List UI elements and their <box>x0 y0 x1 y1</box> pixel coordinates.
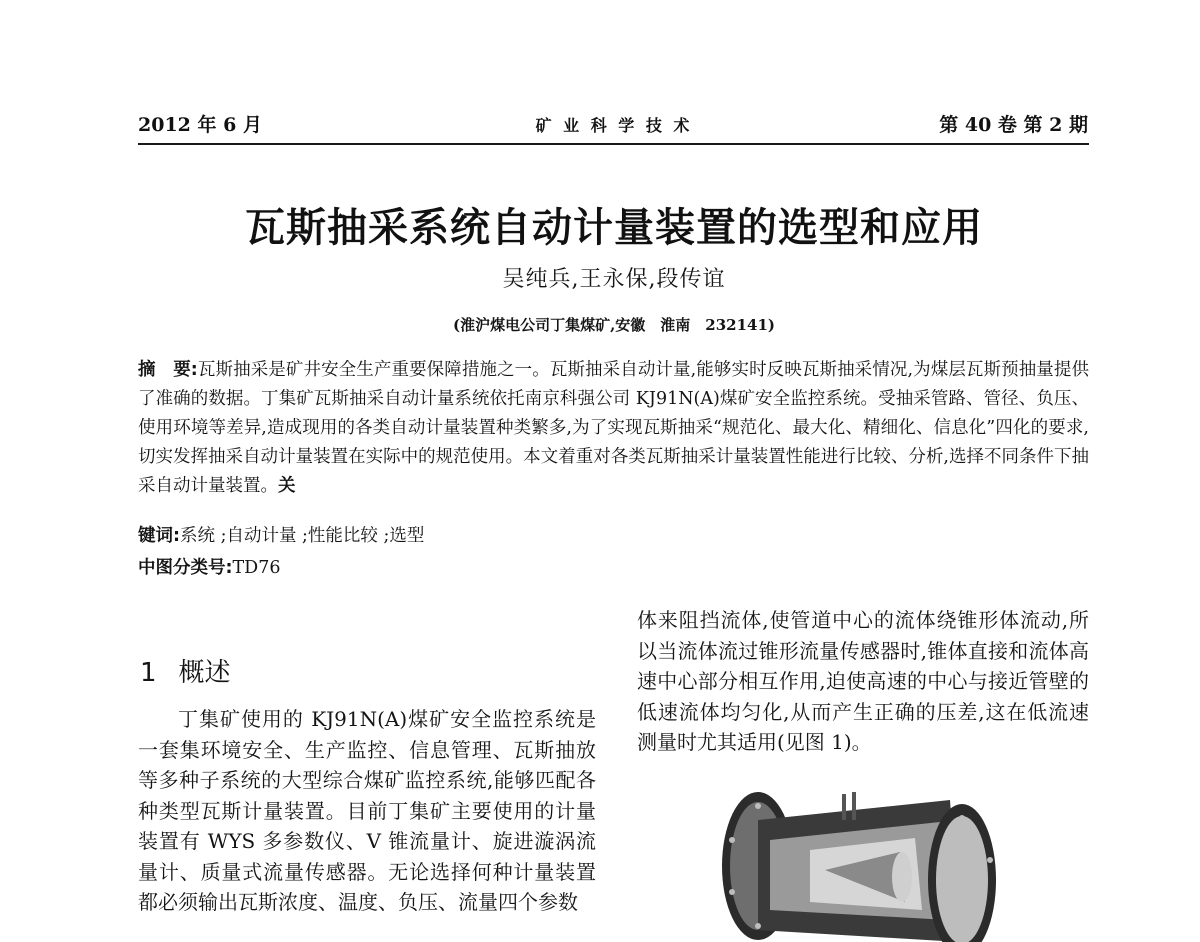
article-authors: 吴纯兵,王永保,段传谊 <box>502 267 726 292</box>
abstract-text: 瓦斯抽采是矿井安全生产重要保障措施之一。瓦斯抽采自动计量,能够实时反映瓦斯抽采情况,为煤层瓦斯预抽量提供了准确的数据。丁集矿瓦斯抽采自动计量系统依托南京科强公司 KJ91N(A)煤矿安全监控系统。受抽采管路、管径、负压、使用环境等差异,造成现用的各类自动计量装置种类繁多,为了实现瓦斯抽采“规范化、最大化、精细化、信息化”四化的要求,切实发挥抽采自动计量装置在实际中的规范使用。本文着重对各类瓦斯抽采计量装置性能进行比较、分析,选择不同条件下抽采自动计量装置。 <box>138 360 1090 496</box>
header-date: 2012 年 6 月 <box>138 114 262 136</box>
section-number: 1 <box>140 658 157 688</box>
keywords-text: 系统 ;自动计量 ;性能比较 ;选型 <box>180 526 425 546</box>
classification-code: TD76 <box>232 558 281 578</box>
header-rule <box>138 143 1089 145</box>
classification-label: 中图分类号: <box>138 558 233 578</box>
classification <box>138 554 1089 583</box>
left-column-paragraph: 丁集矿使用的 KJ91N(A)煤矿安全监控系统是一套集环境安全、生产监控、信息管理、瓦斯抽放等多种子系统的大型综合煤矿监控系统,能够匹配各种类型瓦斯计量装置。目前丁集矿主要使用的计量装置有 WYS 多参数仪、V 锥流量计、旋进漩涡流量计、质量式流量传感器。无论选择何种计量装置都必须输出瓦斯浓度、温度、负压、流量四个参数 <box>138 707 596 914</box>
abstract <box>138 356 1089 501</box>
abstract-label: 摘 要: <box>138 360 198 380</box>
section-title: 概述 <box>178 658 231 688</box>
section-heading <box>140 652 231 689</box>
keywords-label-start: 关 <box>278 476 296 496</box>
header-journal-name: 矿 业 科 学 技 术 <box>535 116 693 135</box>
header-issue: 第 40 卷 第 2 期 <box>939 114 1088 136</box>
article-affiliation: (淮沪煤电公司丁集煤矿,安徽 淮南 232141) <box>452 316 776 334</box>
pressure-port <box>852 792 856 820</box>
pressure-port <box>842 794 846 820</box>
right-column-paragraph: 体来阻挡流体,使管道中心的流体绕锥形体流动,所以当流体流过锥形流量传感器时,锥体直接和流体高速中心部分相互作用,迫使高速的中心与接近管壁的低速流体均匀化,从而产生正确的压差,这在低流速测量时尤其适用(见图 1)。 <box>637 608 1089 754</box>
keywords-label: 键词: <box>138 526 180 546</box>
figure-cone-flowmeter <box>700 770 1040 942</box>
article-title: 瓦斯抽采系统自动计量装置的选型和应用 <box>245 204 983 251</box>
keywords <box>138 522 1089 551</box>
